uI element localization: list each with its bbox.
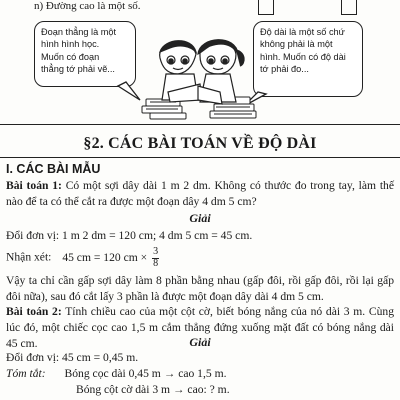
- bubble-line: không phải là một: [260, 39, 333, 50]
- section-rule-bottom: [0, 157, 400, 158]
- bubble-line: Đoạn thẳng là một: [41, 27, 117, 37]
- bubble-line: Muốn có đoạn: [41, 51, 100, 62]
- bubble-line: thẳng tớ phải vẽ...: [41, 64, 115, 75]
- problem-1-text: Có một sợi dây dài 1 m 2 dm. Không có thước đo trong tay, làm thế nào để ta có thể cắt ra được một đoạn dây 4 dm 5 cm?: [6, 179, 395, 208]
- summary-line-2: Bóng cột cờ dài 3 m → cao: ? m.: [76, 383, 230, 396]
- summary-label: Tóm tắt:: [6, 367, 46, 380]
- solution-heading: Giải: [189, 335, 211, 349]
- kids-reading-illustration: [0, 0, 400, 130]
- bubble-line: tớ phải đo...: [260, 64, 309, 75]
- problem-1-convert: Đổi đơn vị: 1 m 2 dm = 120 cm; 4 dm 5 cm = 45 cm.: [6, 229, 253, 242]
- problem-2-text: Tính chiều cao của một cột cờ, biết bóng nắng của nó dài 3 m. Cùng lúc đó, một chiếc cọc cao 1,5 m cắm thẳng đứng xuống mặt đất có bóng nắng dài 45 cm.: [6, 305, 395, 350]
- fraction-denominator: 8: [153, 257, 159, 269]
- bubble-line: hình. Muốn có độ dài: [260, 51, 346, 62]
- bubble-line: hình hình học.: [41, 39, 100, 50]
- solution-heading: Giải: [189, 211, 211, 225]
- summary-line-1: Bóng cọc dài 0,45 m → cao 1,5 m.: [64, 367, 227, 380]
- problem-1-remark: [6, 247, 159, 269]
- problem-1-label: Bài toán 1:: [6, 179, 62, 192]
- problem-2-summary: [6, 367, 227, 380]
- fraction-numerator: 3: [153, 246, 159, 257]
- fraction: [152, 247, 159, 269]
- heading-examples: I. CÁC BÀI MẪU: [6, 162, 101, 176]
- section-rule-top: [0, 124, 400, 125]
- problem-1: [6, 178, 394, 210]
- previous-item: n) Đường cao là một số.: [34, 0, 141, 12]
- remark-label: Nhận xét:: [6, 250, 52, 264]
- remark-expression: 45 cm = 120 cm ×: [62, 250, 148, 264]
- problem-2-convert: Đổi đơn vị: 45 cm = 0,45 m.: [6, 351, 139, 364]
- section-title: §2. CÁC BÀI TOÁN VỀ ĐỘ DÀI: [83, 135, 317, 152]
- problem-1-conclusion: Vậy ta chỉ cần gấp sợi dây làm 8 phần bằng nhau (gấp đôi, rồi gấp đôi, rồi lại gấp đôi nữa), sau đó cắt lấy 3 phần là được một đoạn dây dài 4 dm 5 cm.: [6, 274, 394, 303]
- bubble-line: Độ dài là một số chứ: [260, 27, 345, 37]
- problem-2-label: Bài toán 2:: [6, 305, 62, 318]
